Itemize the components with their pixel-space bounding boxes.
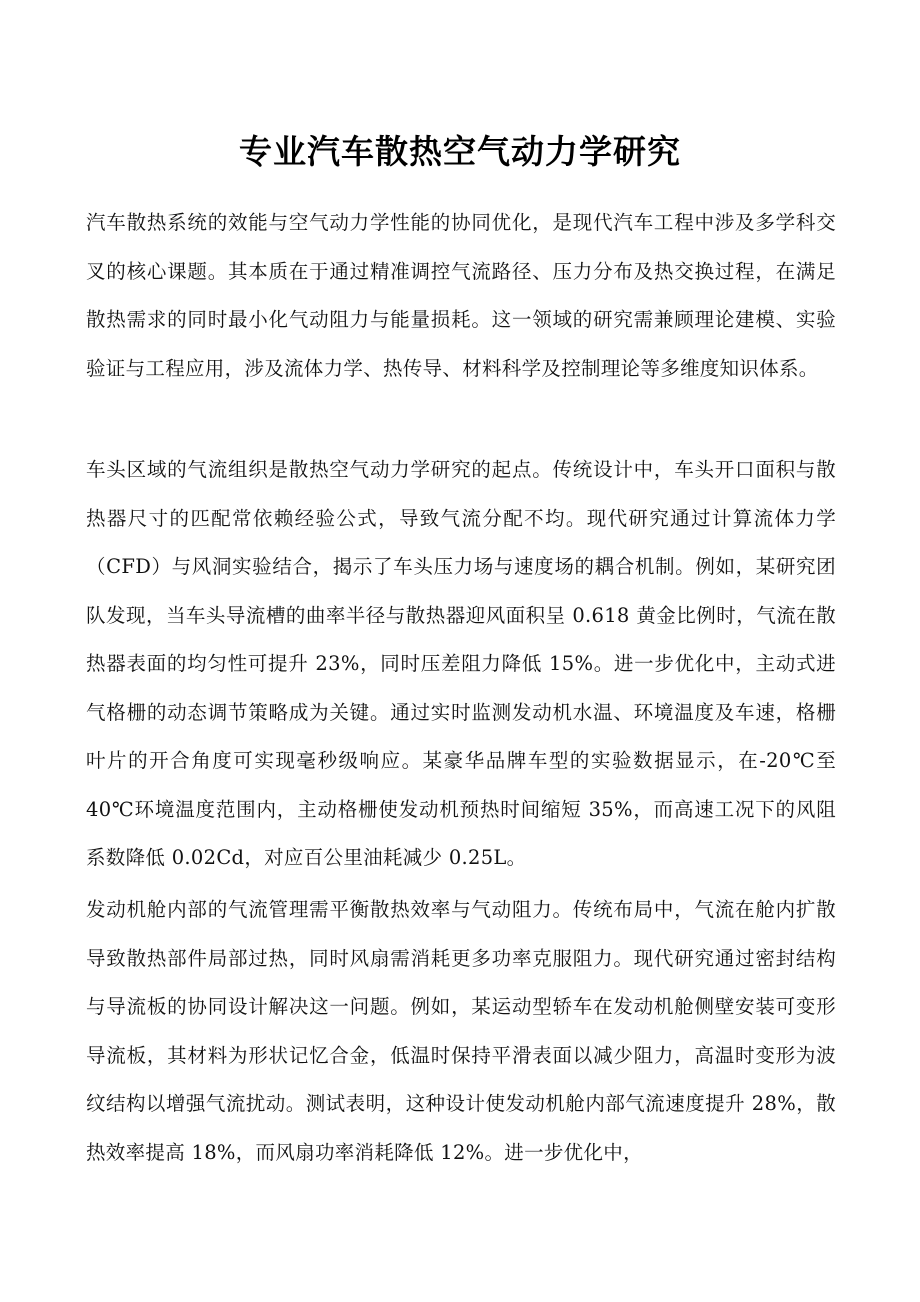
paragraph-front-airflow: 车头区域的气流组织是散热空气动力学研究的起点。传统设计中，车头开口面积与散热器尺寸的匹配常依赖经验公式，导致气流分配不均。现代研究通过计算流体力学（CFD）与风洞实验结合，揭示了车头压力场与速度场的耦合机制。例如，某研究团队发现，当车头导流槽的曲率半径与散热器迎风面积呈 0.618 黄金比例时，气流在散热器表面的均匀性可提升 23%，同时压差阻力降低 15%。进一步优化中，主动式进气格栅的动态调节策略成为关键。通过实时监测发动机水温、环境温度及车速，格栅叶片的开合角度可实现毫秒级响应。某豪华品牌车型的实验数据显示，在-20℃至 40℃环境温度范围内，主动格栅使发动机预热时间缩短 35%，而高速工况下的风阻系数降低 0.02Cd，对应百公里油耗减少 0.25L。 — [86, 458, 836, 869]
paragraph-engine-bay: 发动机舱内部的气流管理需平衡散热效率与气动阻力。传统布局中，气流在舱内扩散导致散热部件局部过热，同时风扇需消耗更多功率克服阻力。现代研究通过密封结构与导流板的协同设计解决这一问题。例如，某运动型轿车在发动机舱侧壁安装可变形导流板，其材料为形状记忆合金，低温时保持平滑表面以减少阻力，高温时变形为波纹结构以增强气流扰动。测试表明，这种设计使发动机舱内部气流速度提升 28%，散热效率提高 18%，而风扇功率消耗降低 12%。进一步优化中， — [86, 898, 836, 1164]
paragraph-intro: 汽车散热系统的效能与空气动力学性能的协同优化，是现代汽车工程中涉及多学科交叉的核心课题。其本质在于通过精准调控气流路径、压力分布及热交换过程，在满足散热需求的同时最小化气动阻力与能量损耗。这一领域的研究需兼顾理论建模、实验验证与工程应用，涉及流体力学、热传导、材料科学及控制理论等多维度知识体系。 — [86, 211, 836, 380]
page-title: 专业汽车散热空气动力学研究 — [239, 132, 681, 171]
